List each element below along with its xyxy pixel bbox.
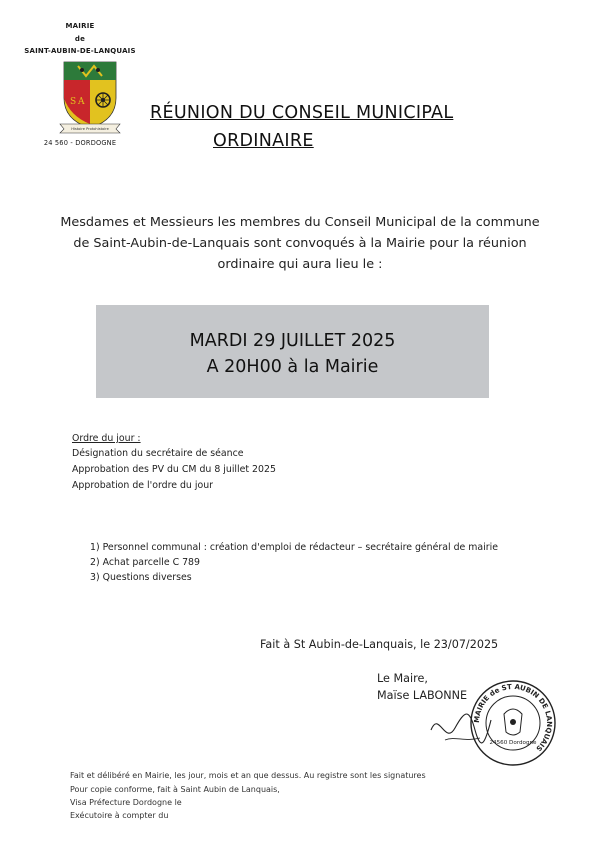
intro-line-3: ordinaire qui aura lieu le : (217, 257, 383, 272)
date-banner (96, 305, 489, 398)
footer-line-4: Exécutoire à compter du (70, 811, 169, 820)
official-stamp (468, 678, 558, 768)
svg-text:S: S (70, 97, 77, 107)
agenda-item: 2) Achat parcelle C 789 (90, 557, 200, 568)
footer-line-3: Visa Préfecture Dordogne le (70, 798, 182, 807)
coat-of-arms-icon (58, 58, 122, 134)
coat-of-arms (58, 58, 122, 134)
agenda-preliminary-item: Désignation du secrétaire de séance (72, 448, 244, 459)
mairie-de-label: de (74, 35, 86, 43)
mairie-label: MAIRIE (65, 22, 95, 30)
agenda-item: 1) Personnel communal : création d'emploi de rédacteur – secrétaire général de mairie (90, 542, 498, 553)
agenda-preliminary-item: Approbation des PV du CM du 8 juillet 2025 (72, 464, 276, 475)
postcode-line: 24 560 - DORDOGNE (43, 139, 117, 147)
mayor-role: Le Maire, (377, 672, 428, 685)
stamp-outer-text: MAIRIE de ST AUBIN DE LANQUAIS (472, 682, 554, 753)
footer-line-1: Fait et délibéré en Mairie, les jour, mois et an que dessus. Au registre sont les signatures (70, 771, 426, 780)
page-subtitle: ORDINAIRE (213, 131, 314, 151)
intro-line-1: Mesdames et Messieurs les membres du Conseil Municipal de la commune (60, 215, 540, 230)
place-and-date: Fait à St Aubin-de-Lanquais, le 23/07/2025 (260, 638, 499, 651)
page-title: RÉUNION DU CONSEIL MUNICIPAL (150, 103, 454, 123)
footer-line-2: Pour copie conforme, fait à Saint Aubin de Lanquais, (70, 785, 280, 794)
agenda-item: 3) Questions diverses (90, 572, 192, 583)
official-stamp-icon (468, 678, 558, 768)
meeting-date: MARDI 29 JUILLET 2025 (189, 331, 396, 351)
stamp-inner-text: 24560 Dordogne (489, 740, 537, 746)
meeting-time-place: A 20H00 à la Mairie (206, 357, 379, 377)
intro-line-2: de Saint-Aubin-de-Lanquais sont convoqués à la Mairie pour la réunion (73, 236, 527, 251)
svg-text:A: A (78, 97, 85, 107)
mayor-name: Maïse LABONNE (377, 689, 468, 702)
crest-ribbon-text: Histoire Protohistoire (71, 127, 109, 131)
agenda-preliminary-item: Approbation de l'ordre du jour (72, 480, 213, 491)
agenda-heading: Ordre du jour : (72, 433, 141, 444)
commune-name: SAINT-AUBIN-DE-LANQUAIS (24, 47, 136, 55)
